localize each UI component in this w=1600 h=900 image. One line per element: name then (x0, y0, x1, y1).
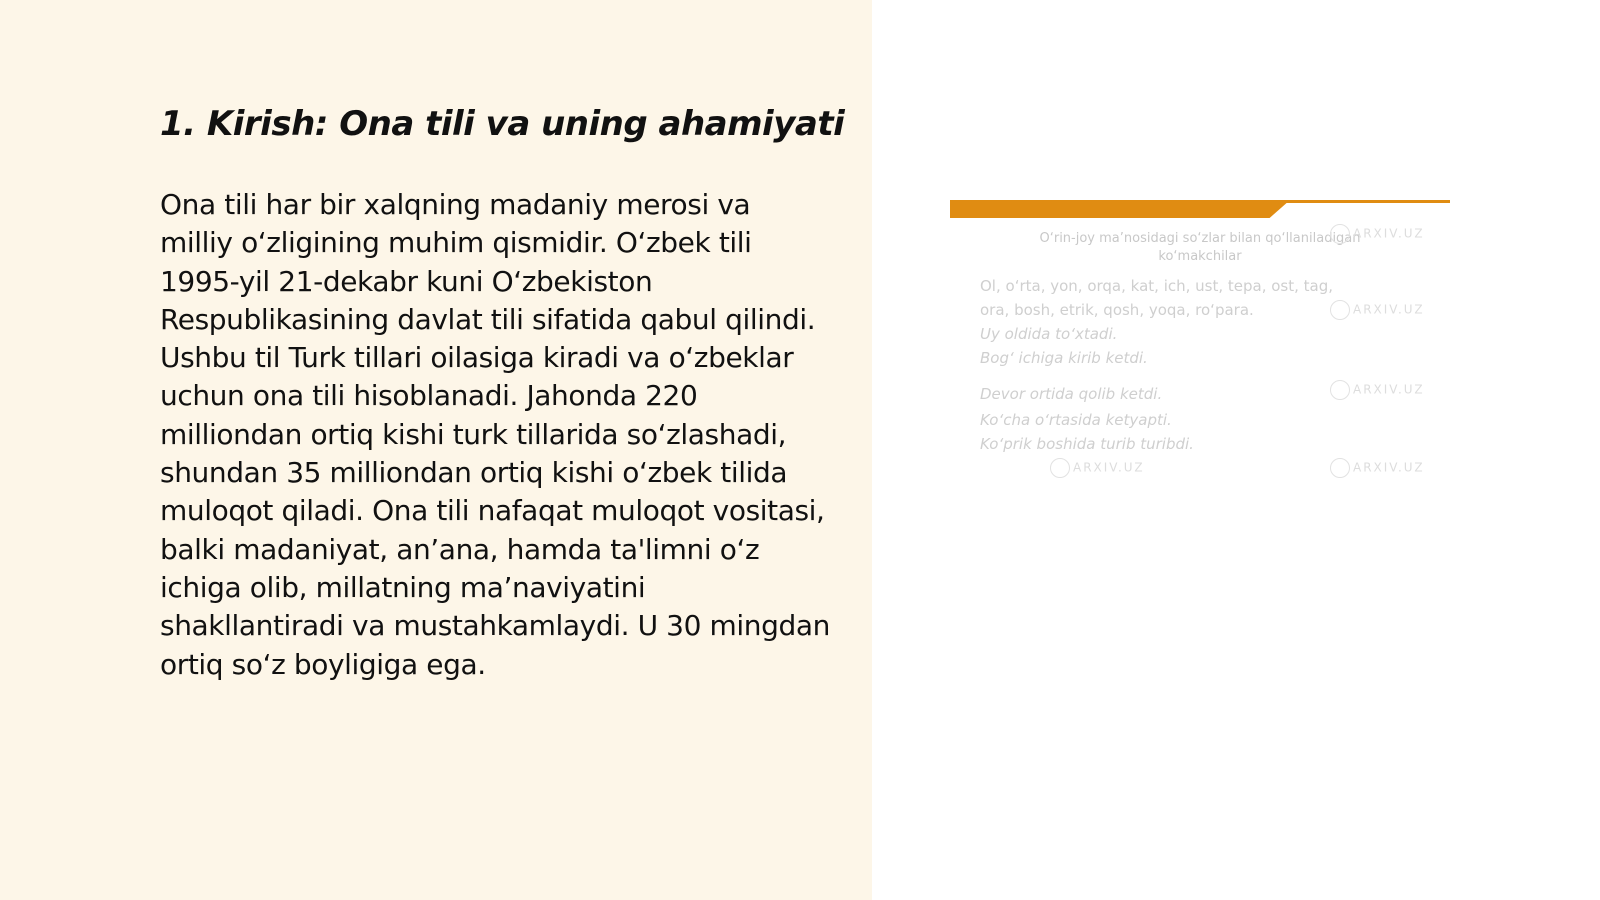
image-accent-bar (950, 200, 1290, 218)
watermark: ARXIV.UZ (1330, 380, 1425, 400)
image-caption-line: ko‘makchilar (1158, 249, 1242, 264)
watermark-logo-icon (1330, 380, 1350, 400)
slide-body-text: Ona tili har bir xalqning madaniy merosi va milliy o‘zligining muhim qismidir. O‘zbek tili 1995-yil 21-dekabr kuni O‘zbekiston Respublikasining davlat tili sifatida qabul qilindi. Ushbu til Turk tillari oilasiga kiradi va o‘zbeklar uchun ona tili hisoblanadi. Jahonda 220 milliondan ortiq kishi turk tillarida so‘zlashadi, shundan 35 milliondan ortiq kishi o‘zbek tilida muloqot qiladi. Ona tili nafaqat muloqot vositasi, balki madaniyat, an’ana, hamda ta'limni o‘z ichiga olib, millatning ma’naviyatini shakllantiradi va mustahkamlaydi. U 30 mingdan ortiq so‘z boyligiga ega. (160, 188, 830, 681)
image-caption-line: O‘rin-joy ma’nosidagi so‘zlar bilan qo‘llaniladigan (1039, 231, 1361, 246)
watermark-logo-icon (1330, 224, 1350, 244)
watermark: ARXIV.UZ (1330, 458, 1425, 478)
image-example-line: Devor ortida qolib ketdi. (980, 385, 1163, 403)
watermark-logo-icon (1330, 300, 1350, 320)
image-word-list-line: Ol, o‘rta, yon, orqa, kat, ich, ust, tepa, ost, tag, (980, 277, 1334, 295)
watermark: ARXIV.UZ (1330, 224, 1425, 244)
slide-image (950, 200, 1450, 490)
watermark-logo-icon (1050, 458, 1070, 478)
watermark-logo-icon (1330, 458, 1350, 478)
image-example-line: Uy oldida to‘xtadi. (980, 325, 1118, 343)
watermark: ARXIV.UZ (1050, 458, 1145, 478)
watermark: ARXIV.UZ (1330, 300, 1425, 320)
image-example-line: Ko‘cha o‘rtasida ketyapti. (980, 411, 1172, 429)
image-example-line: Bog‘ ichiga kirib ketdi. (980, 349, 1148, 367)
image-word-list-line: ora, bosh, etrik, qosh, yoqa, ro‘para. (980, 301, 1254, 319)
slide-title: 1. Kirish: Ona tili va uning ahamiyati (160, 104, 845, 144)
image-example-line: Ko‘prik boshida turib turibdi. (980, 435, 1194, 453)
